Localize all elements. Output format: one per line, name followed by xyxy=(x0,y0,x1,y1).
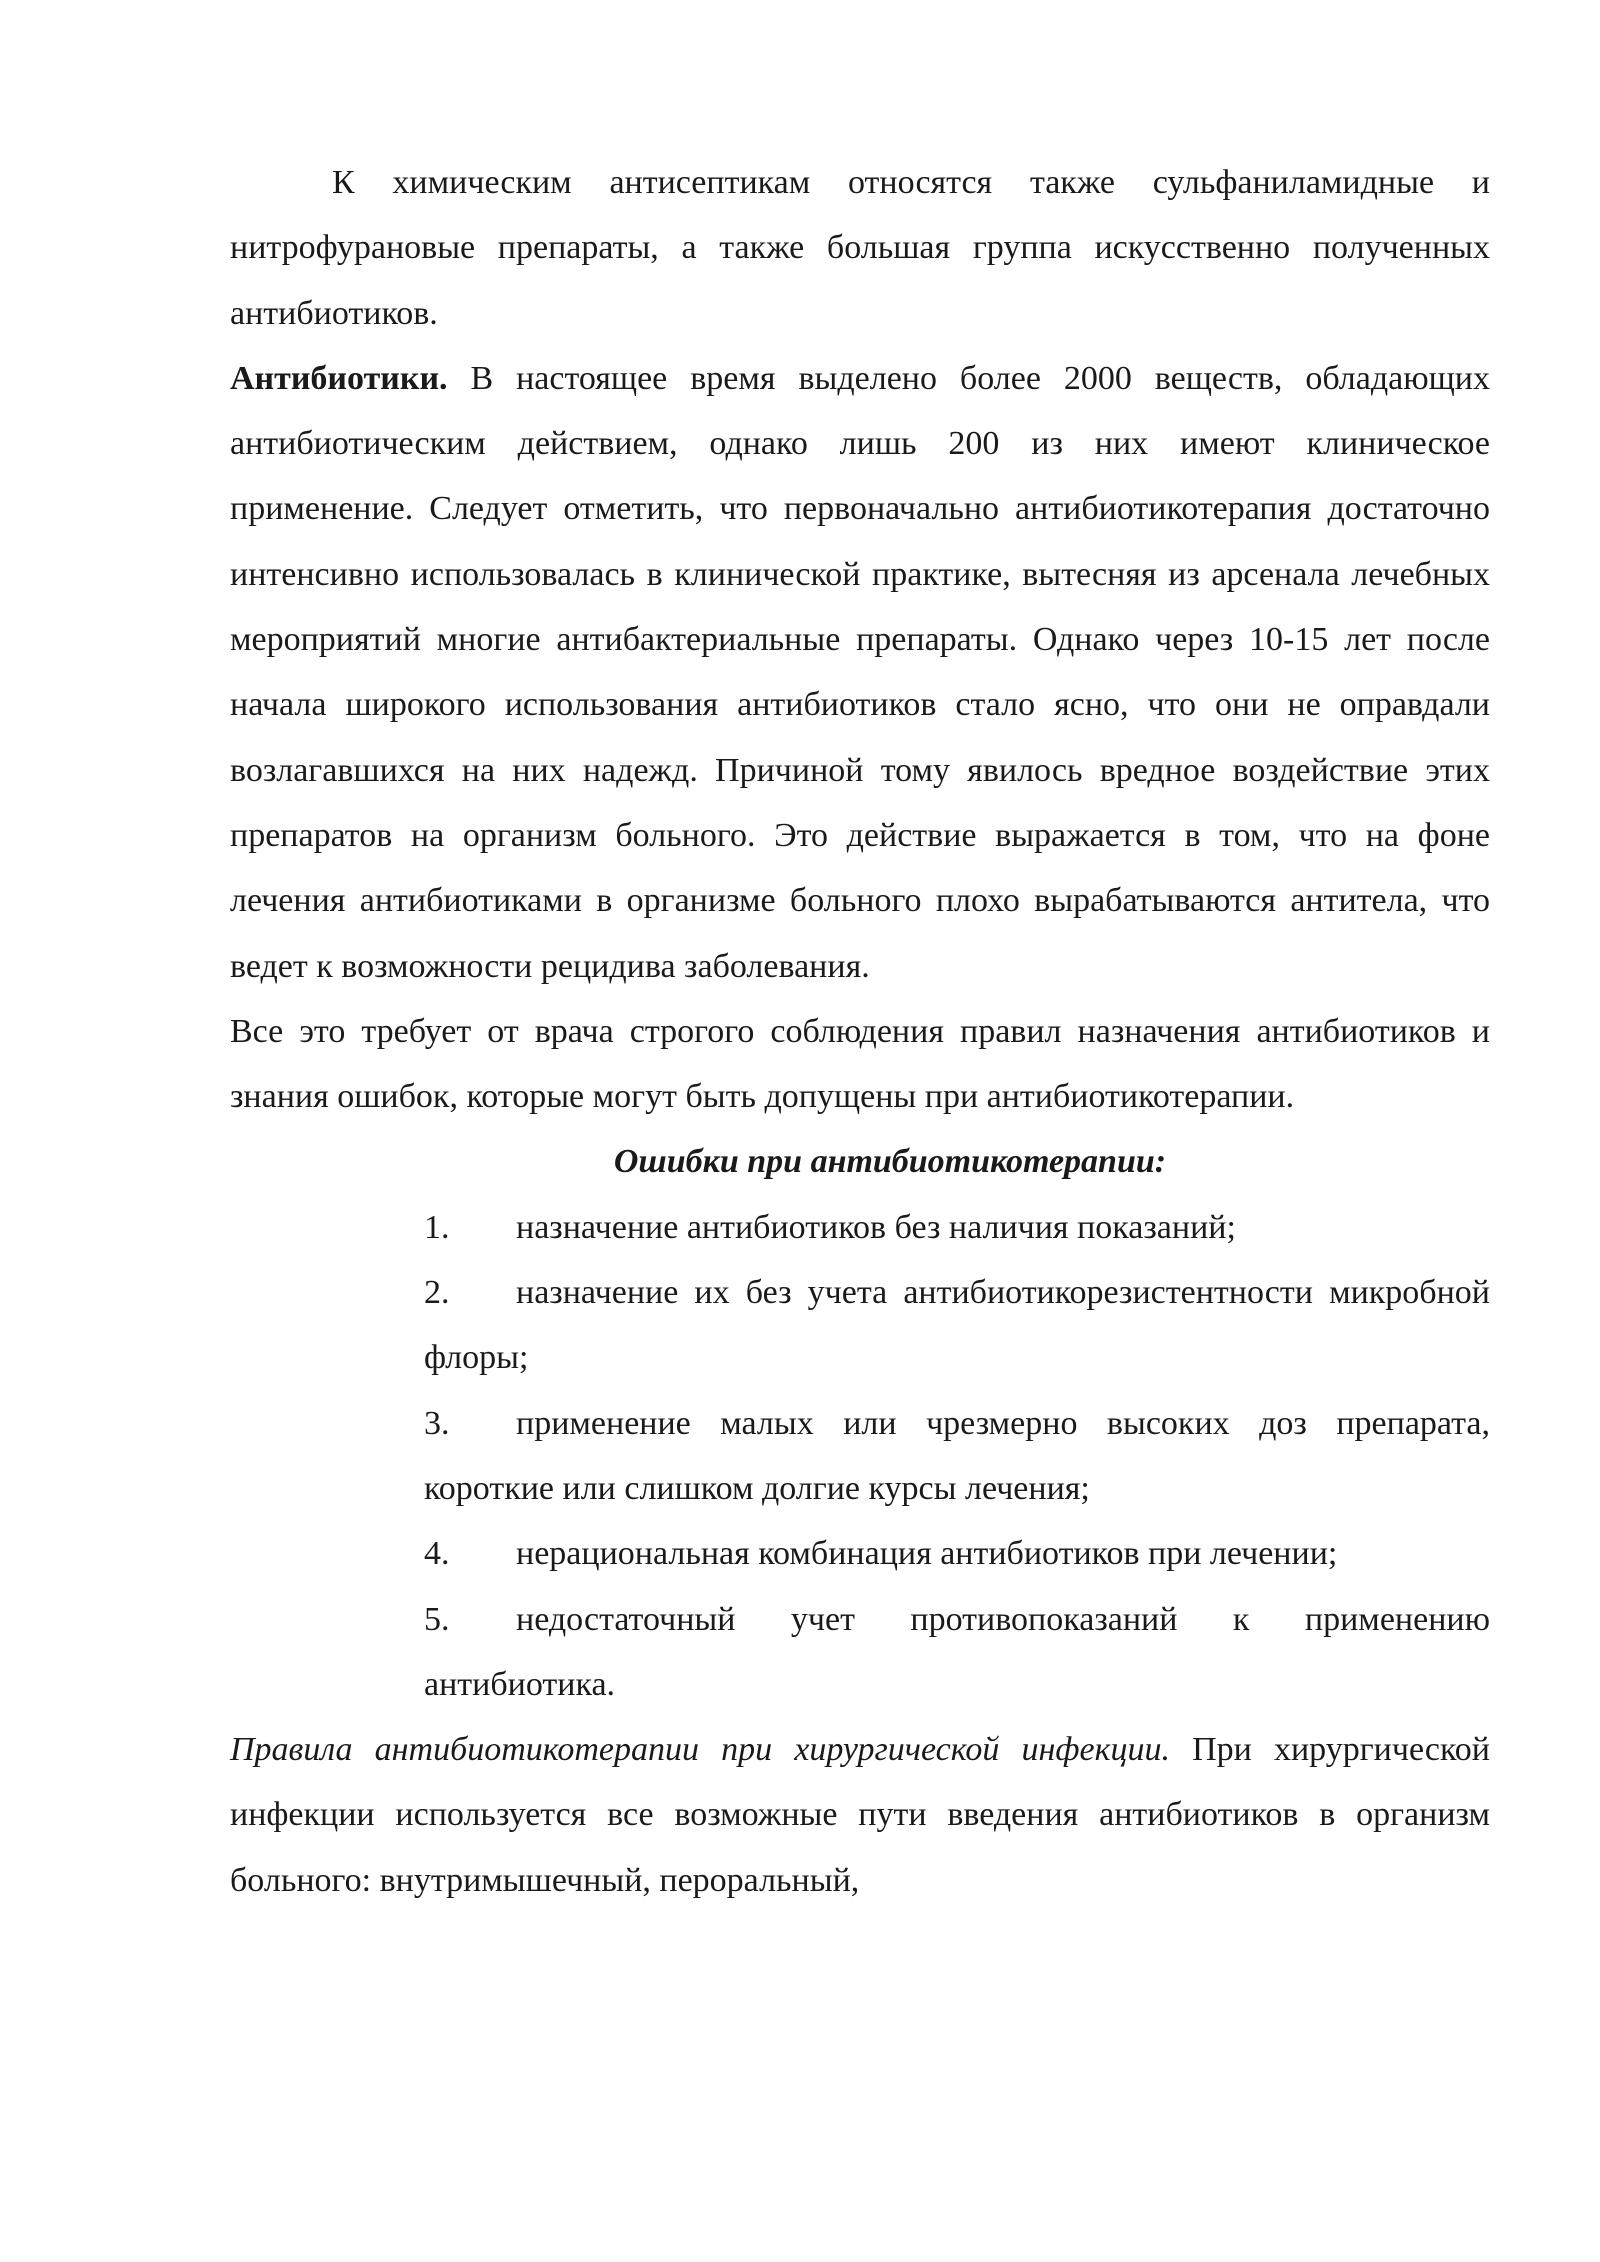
list-item-number: 3. xyxy=(424,1404,450,1442)
list-item-number: 1. xyxy=(424,1208,450,1246)
paragraph-rules xyxy=(230,1717,1490,1913)
errors-list xyxy=(230,1195,1490,1717)
list-item xyxy=(230,1195,1490,1260)
list-item-text: назначение их без учета антибиотикорезистентности микробной флоры; xyxy=(424,1274,1490,1377)
list-item-number: 2. xyxy=(424,1274,450,1312)
list-item-text: назначение антибиотиков без наличия показаний; xyxy=(516,1208,1236,1246)
list-item xyxy=(230,1260,1490,1391)
section-heading: Ошибки при антибиотикотерапии: xyxy=(613,1143,1167,1181)
list-item-text: недостаточный учет противопоказаний к применению антибиотика. xyxy=(424,1600,1490,1703)
paragraph-rules-lead: Правила антибиотикотерапии при хирургической инфекции. xyxy=(230,1731,1170,1769)
paragraph-requirements: Все это требует от врача строгого соблюдения правил назначения антибиотиков и знания ошибок, которые могут быть допущены при антибиотикотерапии. xyxy=(230,1012,1490,1116)
list-item-number: 4. xyxy=(424,1535,450,1573)
list-item-text: нерациональная комбинация антибиотиков при лечении; xyxy=(516,1535,1338,1573)
paragraph-antibiotics xyxy=(230,346,1490,999)
list-item xyxy=(230,1391,1490,1522)
list-item xyxy=(230,1521,1490,1586)
paragraph-antibiotics-lead: Антибиотики. xyxy=(230,359,448,397)
list-item xyxy=(230,1587,1490,1718)
document-body xyxy=(230,150,1490,1913)
list-item-number: 5. xyxy=(424,1600,450,1638)
paragraph-rules-text: При хирургической инфекции используется все возможные пути введения антибиотиков в организм больного: внутримышечный, пероральный, xyxy=(230,1731,1490,1899)
list-item-text: применение малых или чрезмерно высоких доз препарата, короткие или слишком долгие курсы лечения; xyxy=(424,1404,1490,1507)
paragraph-antiseptics: К химическим антисептикам относятся также сульфаниламидные и нитрофурановые препараты, а также большая группа искусственно полученных антибиотиков. xyxy=(230,164,1490,332)
paragraph-antibiotics-text: В настоящее время выделено более 2000 веществ, обладающих антибиотическим действием, однако лишь 200 из них имеют клиническое применение. Следует отметить, что первоначально антибиотикотерапия достаточно интенсивно использовалась в клинической практике, вытесняя из арсенала лечебных мероприятий многие антибактериальные препараты. Однако через 10-15 лет после начала широкого использования антибиотиков стало ясно, что они не оправдали возлагавшихся на них надежд. Причиной тому явилось вредное воздействие этих препаратов на организм больного. Это действие выражается в том, что на фоне лечения антибиотиками в организме больного плохо вырабатываются антитела, что ведет к возможности рецидива заболевания. xyxy=(230,359,1490,985)
